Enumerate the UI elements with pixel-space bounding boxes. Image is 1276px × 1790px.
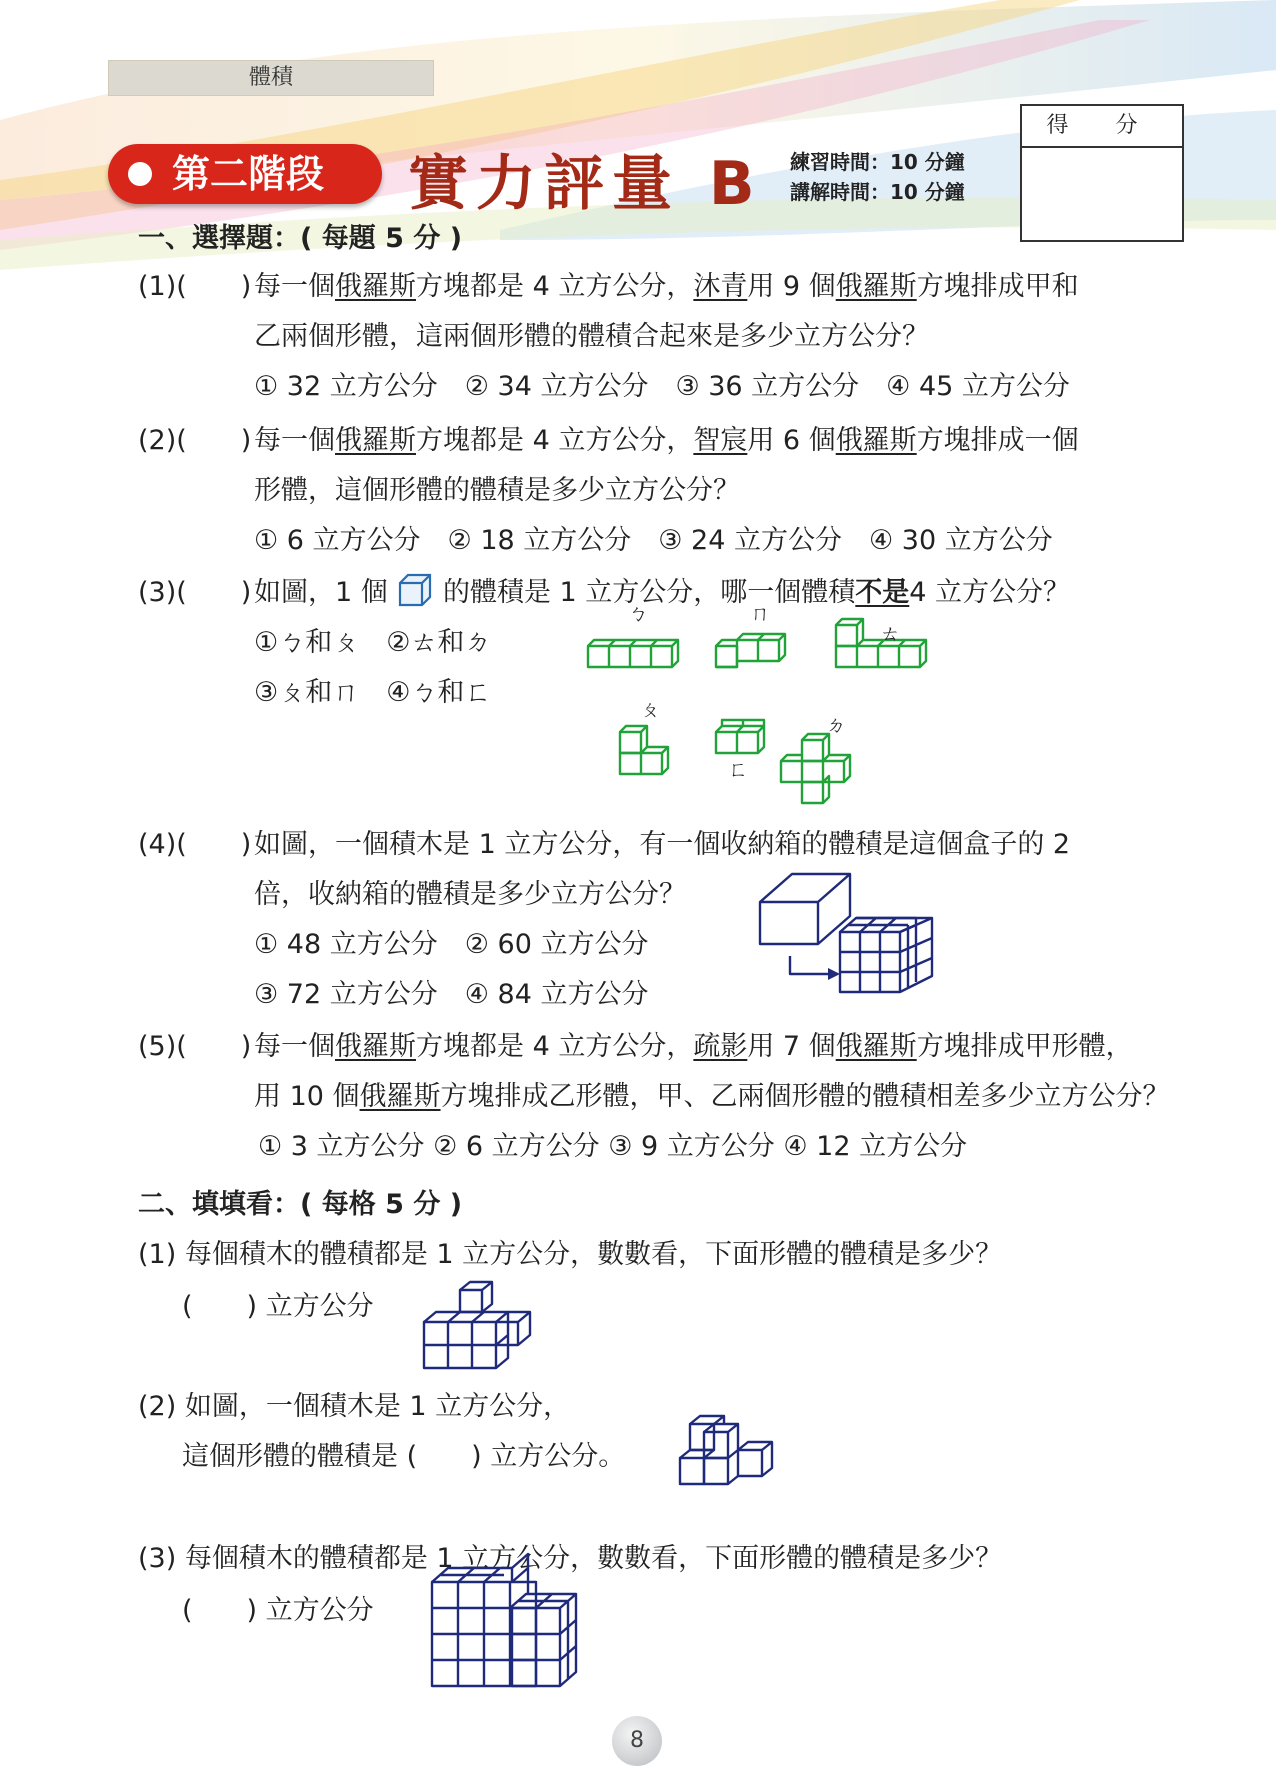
q4-answer-slot[interactable]: (4)( )	[138, 829, 252, 860]
q3-options-1: ①ㄅ和ㄆ ②ㄊ和ㄉ	[254, 627, 492, 658]
explain-time: 講解時間：10 分鐘	[790, 180, 965, 204]
q1-line2: 乙兩個形體，這兩個形體的體積合起來是多少立方公分？	[254, 321, 929, 352]
practice-time: 練習時間：10 分鐘	[790, 150, 965, 174]
q3-options-2: ③ㄆ和ㄇ ④ㄅ和ㄈ	[254, 677, 492, 708]
figure-b	[588, 640, 678, 667]
q3-tetromino-figures	[580, 600, 940, 820]
figure-f	[716, 720, 764, 753]
s2-q3-line1: (3) 每個積木的體積都是 1 立方公分，數數看，下面形體的體積是多少？	[138, 1543, 1003, 1574]
s2-q2-line1: (2) 如圖，一個積木是 1 立方公分，	[138, 1391, 571, 1422]
s2-q3-answer[interactable]: ( ) 立方公分	[182, 1595, 374, 1626]
bullet-icon	[128, 162, 152, 186]
q5-options: ① 3 立方公分 ② 6 立方公分 ③ 9 立方公分 ④ 12 立方公分	[258, 1131, 968, 1162]
s2-q3-figure	[428, 1552, 588, 1688]
label-d: ㄉ	[826, 713, 846, 737]
q4-options-1: ① 48 立方公分 ② 60 立方公分	[254, 929, 649, 960]
q5-line1: 每一個俄羅斯方塊都是 4 立方公分，疏影用 7 個俄羅斯方塊排成甲形體，	[254, 1031, 1133, 1062]
page-number: 8	[612, 1716, 662, 1766]
q2-answer-slot[interactable]: (2)( )	[138, 425, 252, 456]
chapter-tag: 體積	[108, 60, 434, 96]
s2-q1-answer[interactable]: ( ) 立方公分	[182, 1291, 374, 1322]
figure-p	[620, 726, 668, 774]
q5-answer-slot[interactable]: (5)( )	[138, 1031, 252, 1062]
unit-cube-icon	[396, 573, 434, 609]
label-b: ㄅ	[628, 601, 648, 625]
q2-line1: 每一個俄羅斯方塊都是 4 立方公分，智宸用 6 個俄羅斯方塊排成一個	[254, 425, 1079, 456]
score-box[interactable]	[1020, 104, 1184, 242]
s2-q1-figure	[420, 1278, 544, 1372]
s2-q2-line2[interactable]: 這個形體的體積是 ( ) 立方公分。	[182, 1441, 626, 1472]
section2-title: 二、填填看：( 每格 5 分 )	[138, 1189, 463, 1220]
figure-m	[716, 634, 785, 667]
stage-label: 第二階段	[172, 152, 325, 196]
s2-q2-figure	[676, 1408, 776, 1490]
score-label: 得 分	[1022, 106, 1182, 148]
q4-line1: 如圖，一個積木是 1 立方公分，有一個收納箱的體積是這個盒子的 2	[254, 829, 1071, 860]
q4-line2: 倍，收納箱的體積是多少立方公分？	[254, 879, 686, 910]
q1-options: ① 32 立方公分 ② 34 立方公分 ③ 36 立方公分 ④ 45 立方公分	[254, 371, 1070, 402]
section1-title: 一、選擇題：( 每題 5 分 )	[138, 223, 463, 254]
page-title: 實力評量 B	[408, 149, 763, 219]
label-f: ㄈ	[728, 757, 748, 781]
q3-answer-slot[interactable]: (3)( )	[138, 577, 252, 608]
figure-d	[781, 734, 850, 803]
q3-line1: 如圖，1 個 的體積是 1 立方公分，哪一個體積不是4 立方公分？	[254, 570, 1070, 609]
label-m: ㄇ	[750, 601, 770, 625]
q1-line1: 每一個俄羅斯方塊都是 4 立方公分，沐青用 9 個俄羅斯方塊排成甲和	[254, 271, 1079, 302]
q4-options-2: ③ 72 立方公分 ④ 84 立方公分	[254, 979, 649, 1010]
q5-line2: 用 10 個俄羅斯方塊排成乙形體，甲、乙兩個形體的體積相差多少立方公分？	[254, 1081, 1170, 1112]
q2-options: ① 6 立方公分 ② 18 立方公分 ③ 24 立方公分 ④ 30 立方公分	[254, 525, 1053, 556]
q1-answer-slot[interactable]: (1)( )	[138, 271, 252, 302]
q4-box-figure	[756, 870, 942, 1000]
stage-badge	[108, 144, 382, 204]
label-p: ㄆ	[640, 697, 660, 721]
q2-line2: 形體，這個形體的體積是多少立方公分？	[254, 475, 740, 506]
s2-q1-line1: (1) 每個積木的體積都是 1 立方公分，數數看，下面形體的體積是多少？	[138, 1239, 1003, 1270]
label-t: ㄊ	[880, 621, 900, 645]
